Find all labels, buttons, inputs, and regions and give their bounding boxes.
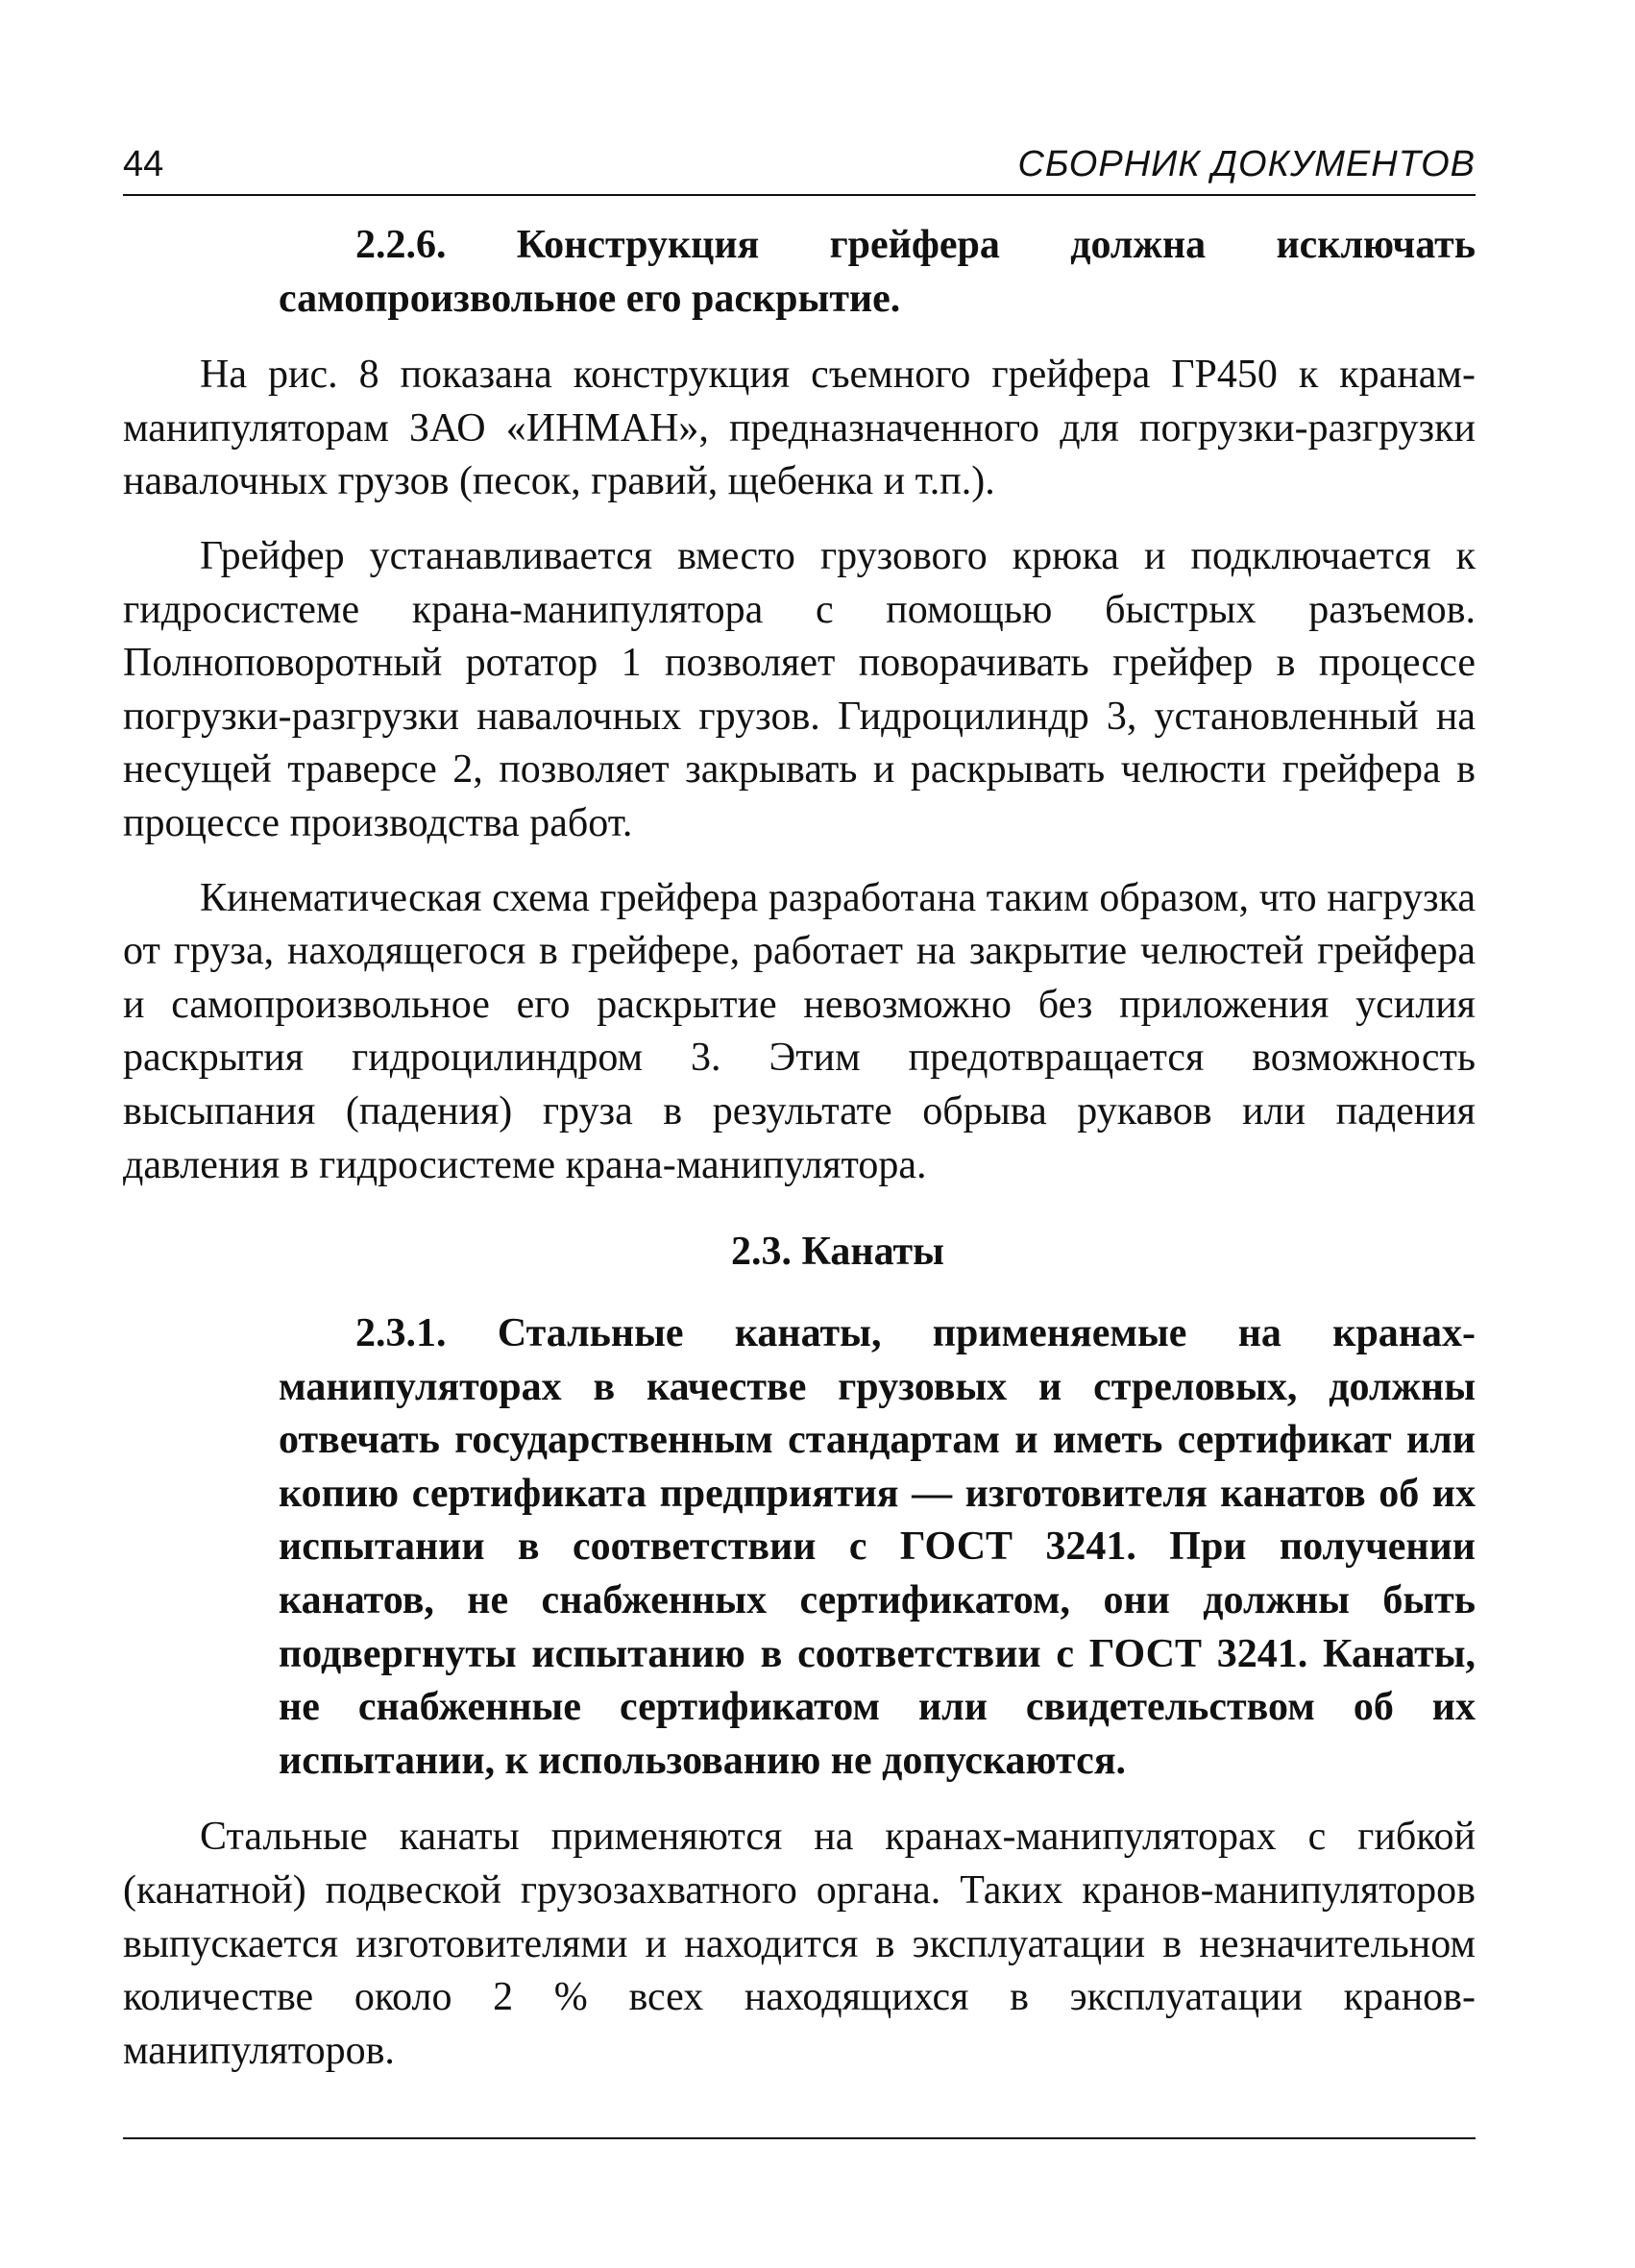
paragraph-figure-8: На рис. 8 показана конструкция съемного грейфера ГР450 к кранам-манипуляторам ЗАО «ИНМАН», предназначенного для погрузки-разгрузки навалочных грузов (песок, гравий, щебенка и т.п.). <box>123 353 1476 504</box>
paragraph-steel-ropes: Стальные канаты применяются на кранах-манипуляторах с гибкой (канатной) подвеской грузозахватного органа. Таких кранов-манипуляторов выпускается изготовителями и находится в эксплуатации в незначительном количестве около 2 % всех находящихся в эксплуатации кранов-манипуляторов. <box>123 1815 1476 2073</box>
page-content <box>123 219 1476 2078</box>
paragraph-kinematic-scheme: Кинематическая схема грейфера разработана таким образом, что нагрузка от груза, находящегося в грейфере, работает на закрытие челюстей грейфера и самопроизвольное его раскрытие невозможно без приложения усилия раскрытия гидроцилиндром 3. Этим предотвращается возможность высыпания (падения) груза в результате обрыва рукавов или падения давления в гидросистеме крана-манипулятора. <box>123 875 1476 1187</box>
page-header <box>123 142 1476 196</box>
header-rule <box>123 194 1476 196</box>
clause-2-3-1: 2.3.1. Стальные канаты, применяемые на кранах-манипуляторах в качестве грузовых и стреловых, должны отвечать государственным стандартам и иметь сертификат или копию сертификата предприятия — изготовителя канатов об их испытании в соответствии с ГОСТ 3241. При получении канатов, не снабженных сертификатом, они должны быть подвергнуты испытанию в соответствии с ГОСТ 3241. Канаты, не снабженные сертификатом или свидетельством об их испытании, к использованию не допускаются. <box>279 1311 1476 1783</box>
running-title: СБОРНИК ДОКУМЕНТОВ <box>1017 144 1476 184</box>
page-number: 44 <box>123 144 164 184</box>
bottom-rule <box>123 2137 1476 2139</box>
clause-2-2-6: 2.2.6. Конструкция грейфера должна исключать самопроизвольное его раскрытие. <box>279 223 1476 321</box>
paragraph-grab-installation: Грейфер устанавливается вместо грузового крюка и подключается к гидросистеме крана-манипулятора с помощью быстрых разъемов. Полноповоротный ротатор 1 позволяет поворачивать грейфер в процессе погрузки-разгрузки навалочных грузов. Гидроцилиндр 3, установленный на несущей траверсе 2, позволяет закрывать и раскрывать челюсти грейфера в процессе производства работ. <box>123 533 1476 845</box>
section-heading-ropes: 2.3. Канаты <box>731 1230 944 1275</box>
